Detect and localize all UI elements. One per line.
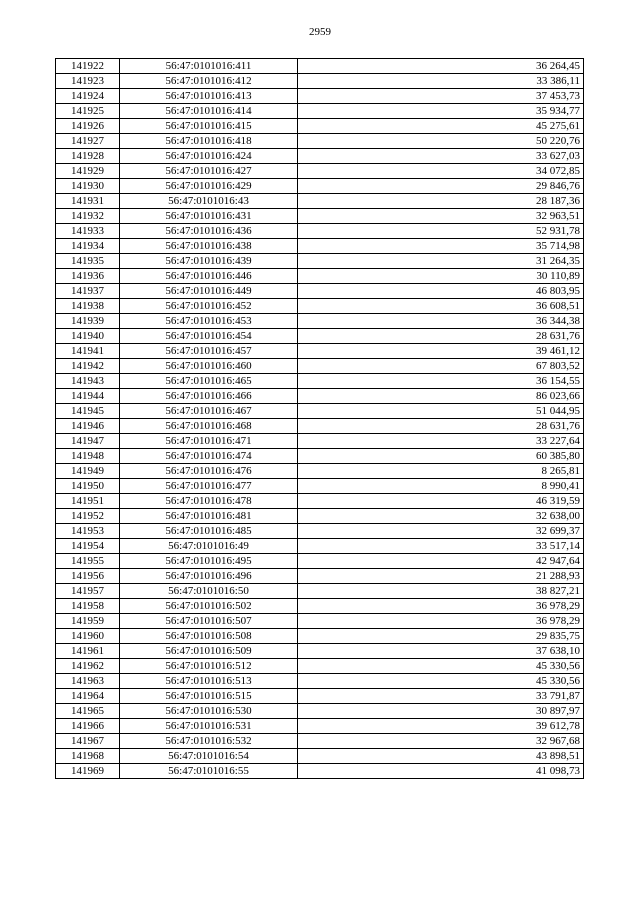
cadastral-number-cell: 56:47:0101016:512 [120, 659, 298, 674]
row-number-cell: 141922 [56, 59, 120, 74]
cadastral-value-cell: 29 846,76 [298, 179, 584, 194]
table-row [56, 689, 584, 704]
cadastral-number-cell: 56:47:0101016:509 [120, 644, 298, 659]
cadastral-number-cell: 56:47:0101016:449 [120, 284, 298, 299]
cadastral-value-cell: 32 963,51 [298, 209, 584, 224]
row-number-cell: 141935 [56, 254, 120, 269]
row-number-cell: 141948 [56, 449, 120, 464]
cadastral-number-cell: 56:47:0101016:43 [120, 194, 298, 209]
cadastral-number-cell: 56:47:0101016:474 [120, 449, 298, 464]
cadastral-number-cell: 56:47:0101016:485 [120, 524, 298, 539]
cadastral-value-cell: 33 627,03 [298, 149, 584, 164]
row-number-cell: 141940 [56, 329, 120, 344]
table-row [56, 644, 584, 659]
table-row [56, 479, 584, 494]
cadastral-value-cell: 28 631,76 [298, 419, 584, 434]
table-row [56, 149, 584, 164]
cadastral-value-cell: 35 934,77 [298, 104, 584, 119]
cadastral-number-cell: 56:47:0101016:481 [120, 509, 298, 524]
row-number-cell: 141955 [56, 554, 120, 569]
table-row [56, 464, 584, 479]
cadastral-number-cell: 56:47:0101016:502 [120, 599, 298, 614]
cadastral-number-cell: 56:47:0101016:429 [120, 179, 298, 194]
row-number-cell: 141950 [56, 479, 120, 494]
row-number-cell: 141967 [56, 734, 120, 749]
table-row [56, 239, 584, 254]
row-number-cell: 141962 [56, 659, 120, 674]
table-row [56, 389, 584, 404]
row-number-cell: 141961 [56, 644, 120, 659]
row-number-cell: 141926 [56, 119, 120, 134]
row-number-cell: 141938 [56, 299, 120, 314]
table-row [56, 299, 584, 314]
cadastral-number-cell: 56:47:0101016:414 [120, 104, 298, 119]
table-row [56, 554, 584, 569]
row-number-cell: 141968 [56, 749, 120, 764]
cadastral-value-cell: 60 385,80 [298, 449, 584, 464]
cadastral-value-cell: 46 319,59 [298, 494, 584, 509]
table-row [56, 59, 584, 74]
table-row [56, 359, 584, 374]
table-row [56, 434, 584, 449]
cadastral-value-cell: 36 608,51 [298, 299, 584, 314]
row-number-cell: 141923 [56, 74, 120, 89]
cadastral-value-cell: 86 023,66 [298, 389, 584, 404]
cadastral-value-cell: 45 330,56 [298, 674, 584, 689]
table-row [56, 329, 584, 344]
row-number-cell: 141945 [56, 404, 120, 419]
row-number-cell: 141932 [56, 209, 120, 224]
cadastral-number-cell: 56:47:0101016:55 [120, 764, 298, 779]
cadastral-value-cell: 42 947,64 [298, 554, 584, 569]
cadastral-value-cell: 29 835,75 [298, 629, 584, 644]
cadastral-number-cell: 56:47:0101016:452 [120, 299, 298, 314]
table-row [56, 194, 584, 209]
cadastral-value-cell: 39 461,12 [298, 344, 584, 359]
table-row [56, 344, 584, 359]
table-row [56, 419, 584, 434]
cadastral-number-cell: 56:47:0101016:418 [120, 134, 298, 149]
row-number-cell: 141951 [56, 494, 120, 509]
row-number-cell: 141925 [56, 104, 120, 119]
row-number-cell: 141963 [56, 674, 120, 689]
cadastral-number-cell: 56:47:0101016:496 [120, 569, 298, 584]
cadastral-value-cell: 8 265,81 [298, 464, 584, 479]
cadastral-value-cell: 35 714,98 [298, 239, 584, 254]
table-row [56, 524, 584, 539]
cadastral-number-cell: 56:47:0101016:476 [120, 464, 298, 479]
cadastral-number-cell: 56:47:0101016:530 [120, 704, 298, 719]
table-row [56, 494, 584, 509]
table-row [56, 584, 584, 599]
table-row [56, 254, 584, 269]
cadastral-value-cell: 46 803,95 [298, 284, 584, 299]
cadastral-number-cell: 56:47:0101016:436 [120, 224, 298, 239]
cadastral-value-cell: 51 044,95 [298, 404, 584, 419]
cadastral-number-cell: 56:47:0101016:453 [120, 314, 298, 329]
cadastral-value-cell: 36 978,29 [298, 599, 584, 614]
table-row [56, 674, 584, 689]
cadastral-number-cell: 56:47:0101016:427 [120, 164, 298, 179]
row-number-cell: 141927 [56, 134, 120, 149]
cadastral-number-cell: 56:47:0101016:465 [120, 374, 298, 389]
table-row [56, 719, 584, 734]
row-number-cell: 141957 [56, 584, 120, 599]
row-number-cell: 141933 [56, 224, 120, 239]
table-row [56, 284, 584, 299]
cadastral-value-cell: 33 791,87 [298, 689, 584, 704]
cadastral-value-cell: 39 612,78 [298, 719, 584, 734]
cadastral-number-cell: 56:47:0101016:415 [120, 119, 298, 134]
cadastral-value-cell: 33 227,64 [298, 434, 584, 449]
cadastral-value-cell: 52 931,78 [298, 224, 584, 239]
row-number-cell: 141947 [56, 434, 120, 449]
row-number-cell: 141956 [56, 569, 120, 584]
table-body [56, 59, 584, 779]
row-number-cell: 141958 [56, 599, 120, 614]
cadastral-value-cell: 50 220,76 [298, 134, 584, 149]
cadastral-value-cell: 45 275,61 [298, 119, 584, 134]
row-number-cell: 141969 [56, 764, 120, 779]
cadastral-value-cell: 36 154,55 [298, 374, 584, 389]
cadastral-value-cell: 32 638,00 [298, 509, 584, 524]
cadastral-number-cell: 56:47:0101016:438 [120, 239, 298, 254]
table-row [56, 314, 584, 329]
cadastral-number-cell: 56:47:0101016:49 [120, 539, 298, 554]
cadastral-number-cell: 56:47:0101016:460 [120, 359, 298, 374]
row-number-cell: 141952 [56, 509, 120, 524]
row-number-cell: 141944 [56, 389, 120, 404]
cadastral-value-cell: 43 898,51 [298, 749, 584, 764]
row-number-cell: 141959 [56, 614, 120, 629]
table-row [56, 209, 584, 224]
cadastral-number-cell: 56:47:0101016:532 [120, 734, 298, 749]
cadastral-number-cell: 56:47:0101016:466 [120, 389, 298, 404]
cadastral-value-cell: 33 386,11 [298, 74, 584, 89]
cadastral-number-cell: 56:47:0101016:454 [120, 329, 298, 344]
table-row [56, 629, 584, 644]
page-number: 2959 [309, 26, 331, 38]
cadastral-number-cell: 56:47:0101016:515 [120, 689, 298, 704]
cadastral-value-cell: 32 967,68 [298, 734, 584, 749]
cadastral-value-table [55, 58, 584, 779]
cadastral-value-cell: 28 187,36 [298, 194, 584, 209]
cadastral-number-cell: 56:47:0101016:468 [120, 419, 298, 434]
cadastral-value-cell: 36 344,38 [298, 314, 584, 329]
cadastral-number-cell: 56:47:0101016:467 [120, 404, 298, 419]
table-row [56, 74, 584, 89]
cadastral-number-cell: 56:47:0101016:446 [120, 269, 298, 284]
cadastral-number-cell: 56:47:0101016:424 [120, 149, 298, 164]
cadastral-value-cell: 31 264,35 [298, 254, 584, 269]
cadastral-number-cell: 56:47:0101016:471 [120, 434, 298, 449]
row-number-cell: 141929 [56, 164, 120, 179]
cadastral-value-cell: 33 517,14 [298, 539, 584, 554]
cadastral-value-cell: 36 264,45 [298, 59, 584, 74]
cadastral-number-cell: 56:47:0101016:412 [120, 74, 298, 89]
cadastral-number-cell: 56:47:0101016:477 [120, 479, 298, 494]
row-number-cell: 141953 [56, 524, 120, 539]
row-number-cell: 141936 [56, 269, 120, 284]
cadastral-number-cell: 56:47:0101016:513 [120, 674, 298, 689]
cadastral-value-cell: 36 978,29 [298, 614, 584, 629]
table-row [56, 104, 584, 119]
cadastral-number-cell: 56:47:0101016:508 [120, 629, 298, 644]
table-row [56, 179, 584, 194]
table-row [56, 569, 584, 584]
table-row [56, 734, 584, 749]
cadastral-number-cell: 56:47:0101016:50 [120, 584, 298, 599]
row-number-cell: 141928 [56, 149, 120, 164]
cadastral-value-cell: 37 453,73 [298, 89, 584, 104]
row-number-cell: 141965 [56, 704, 120, 719]
cadastral-value-cell: 41 098,73 [298, 764, 584, 779]
table-row [56, 659, 584, 674]
table-row [56, 89, 584, 104]
table-row [56, 164, 584, 179]
row-number-cell: 141949 [56, 464, 120, 479]
row-number-cell: 141931 [56, 194, 120, 209]
cadastral-value-cell: 8 990,41 [298, 479, 584, 494]
row-number-cell: 141954 [56, 539, 120, 554]
table-row [56, 749, 584, 764]
cadastral-number-cell: 56:47:0101016:439 [120, 254, 298, 269]
row-number-cell: 141964 [56, 689, 120, 704]
cadastral-number-cell: 56:47:0101016:54 [120, 749, 298, 764]
table-row [56, 224, 584, 239]
cadastral-value-cell: 67 803,52 [298, 359, 584, 374]
cadastral-number-cell: 56:47:0101016:411 [120, 59, 298, 74]
table-row [56, 614, 584, 629]
table-row [56, 134, 584, 149]
table-row [56, 509, 584, 524]
cadastral-value-cell: 45 330,56 [298, 659, 584, 674]
row-number-cell: 141934 [56, 239, 120, 254]
cadastral-value-cell: 30 897,97 [298, 704, 584, 719]
cadastral-value-cell: 28 631,76 [298, 329, 584, 344]
row-number-cell: 141930 [56, 179, 120, 194]
table-row [56, 404, 584, 419]
cadastral-value-cell: 34 072,85 [298, 164, 584, 179]
cadastral-number-cell: 56:47:0101016:457 [120, 344, 298, 359]
cadastral-number-cell: 56:47:0101016:413 [120, 89, 298, 104]
cadastral-number-cell: 56:47:0101016:478 [120, 494, 298, 509]
row-number-cell: 141946 [56, 419, 120, 434]
cadastral-number-cell: 56:47:0101016:531 [120, 719, 298, 734]
table-row [56, 539, 584, 554]
row-number-cell: 141937 [56, 284, 120, 299]
cadastral-number-cell: 56:47:0101016:431 [120, 209, 298, 224]
row-number-cell: 141941 [56, 344, 120, 359]
row-number-cell: 141966 [56, 719, 120, 734]
cadastral-number-cell: 56:47:0101016:507 [120, 614, 298, 629]
cadastral-value-cell: 32 699,37 [298, 524, 584, 539]
cadastral-value-cell: 30 110,89 [298, 269, 584, 284]
row-number-cell: 141943 [56, 374, 120, 389]
table-row [56, 119, 584, 134]
cadastral-value-cell: 38 827,21 [298, 584, 584, 599]
row-number-cell: 141960 [56, 629, 120, 644]
table-row [56, 374, 584, 389]
cadastral-value-cell: 21 288,93 [298, 569, 584, 584]
row-number-cell: 141939 [56, 314, 120, 329]
cadastral-value-cell: 37 638,10 [298, 644, 584, 659]
table-row [56, 599, 584, 614]
cadastral-number-cell: 56:47:0101016:495 [120, 554, 298, 569]
table-row [56, 704, 584, 719]
table-row [56, 269, 584, 284]
table-row [56, 449, 584, 464]
table-row [56, 764, 584, 779]
row-number-cell: 141924 [56, 89, 120, 104]
row-number-cell: 141942 [56, 359, 120, 374]
